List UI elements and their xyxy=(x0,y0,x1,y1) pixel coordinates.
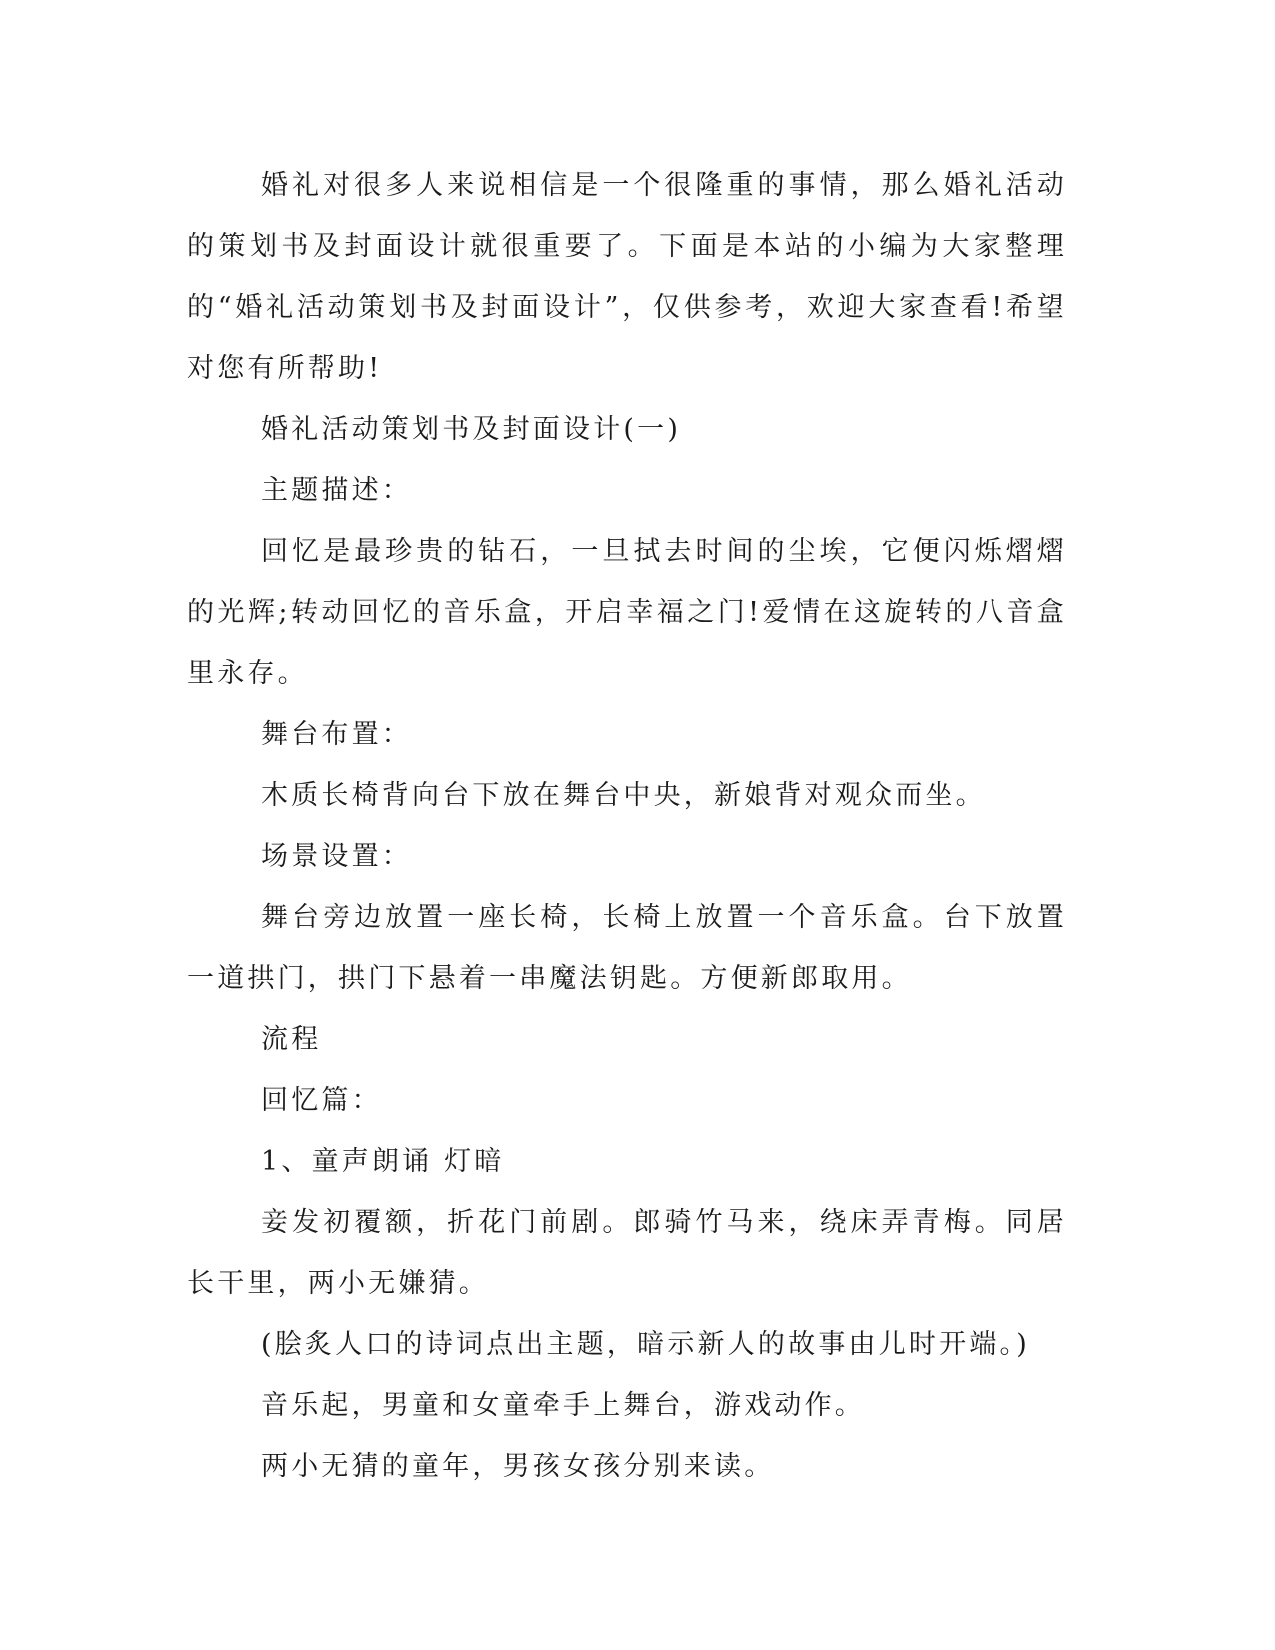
stage-heading: 舞台布置： xyxy=(261,719,412,750)
step-one: 1、童声朗诵 灯暗 xyxy=(261,1146,505,1177)
poem-paragraph: 妾发初覆额，折花门前剧。郎骑竹马来，绕床弄青梅。同居长干里，两小无嫌猜。 xyxy=(187,1207,1067,1299)
intro-paragraph: 婚礼对很多人来说相信是一个很隆重的事情，那么婚礼活动的策划书及封面设计就很重要了。下面是本站的小编为大家整理的“婚礼活动策划书及封面设计”，仅供参考，欢迎大家查看!希望对您有所帮助! xyxy=(187,170,1067,384)
scene-paragraph: 舞台旁边放置一座长椅，长椅上放置一个音乐盒。台下放置一道拱门，拱门下悬着一串魔法钥匙。方便新郎取用。 xyxy=(187,902,1067,994)
scene-heading: 场景设置： xyxy=(261,841,412,872)
memory-heading: 回忆篇： xyxy=(261,1085,382,1116)
document-body xyxy=(187,155,1067,1497)
stage-paragraph: 木质长椅背向台下放在舞台中央，新娘背对观众而坐。 xyxy=(261,780,986,811)
section-title: 婚礼活动策划书及封面设计(一) xyxy=(261,414,682,445)
process-heading: 流程 xyxy=(261,1024,322,1055)
theme-heading: 主题描述： xyxy=(261,475,412,506)
reading-paragraph: 两小无猜的童年，男孩女孩分别来读。 xyxy=(261,1451,775,1482)
theme-paragraph: 回忆是最珍贵的钻石，一旦拭去时间的尘埃，它便闪烁熠熠的光辉;转动回忆的音乐盒，开启幸福之门!爱情在这旋转的八音盒里永存。 xyxy=(187,536,1067,689)
poem-note: (脍炙人口的诗词点出主题，暗示新人的故事由儿时开端。) xyxy=(261,1329,1030,1360)
music-paragraph: 音乐起，男童和女童牵手上舞台，游戏动作。 xyxy=(261,1390,865,1421)
